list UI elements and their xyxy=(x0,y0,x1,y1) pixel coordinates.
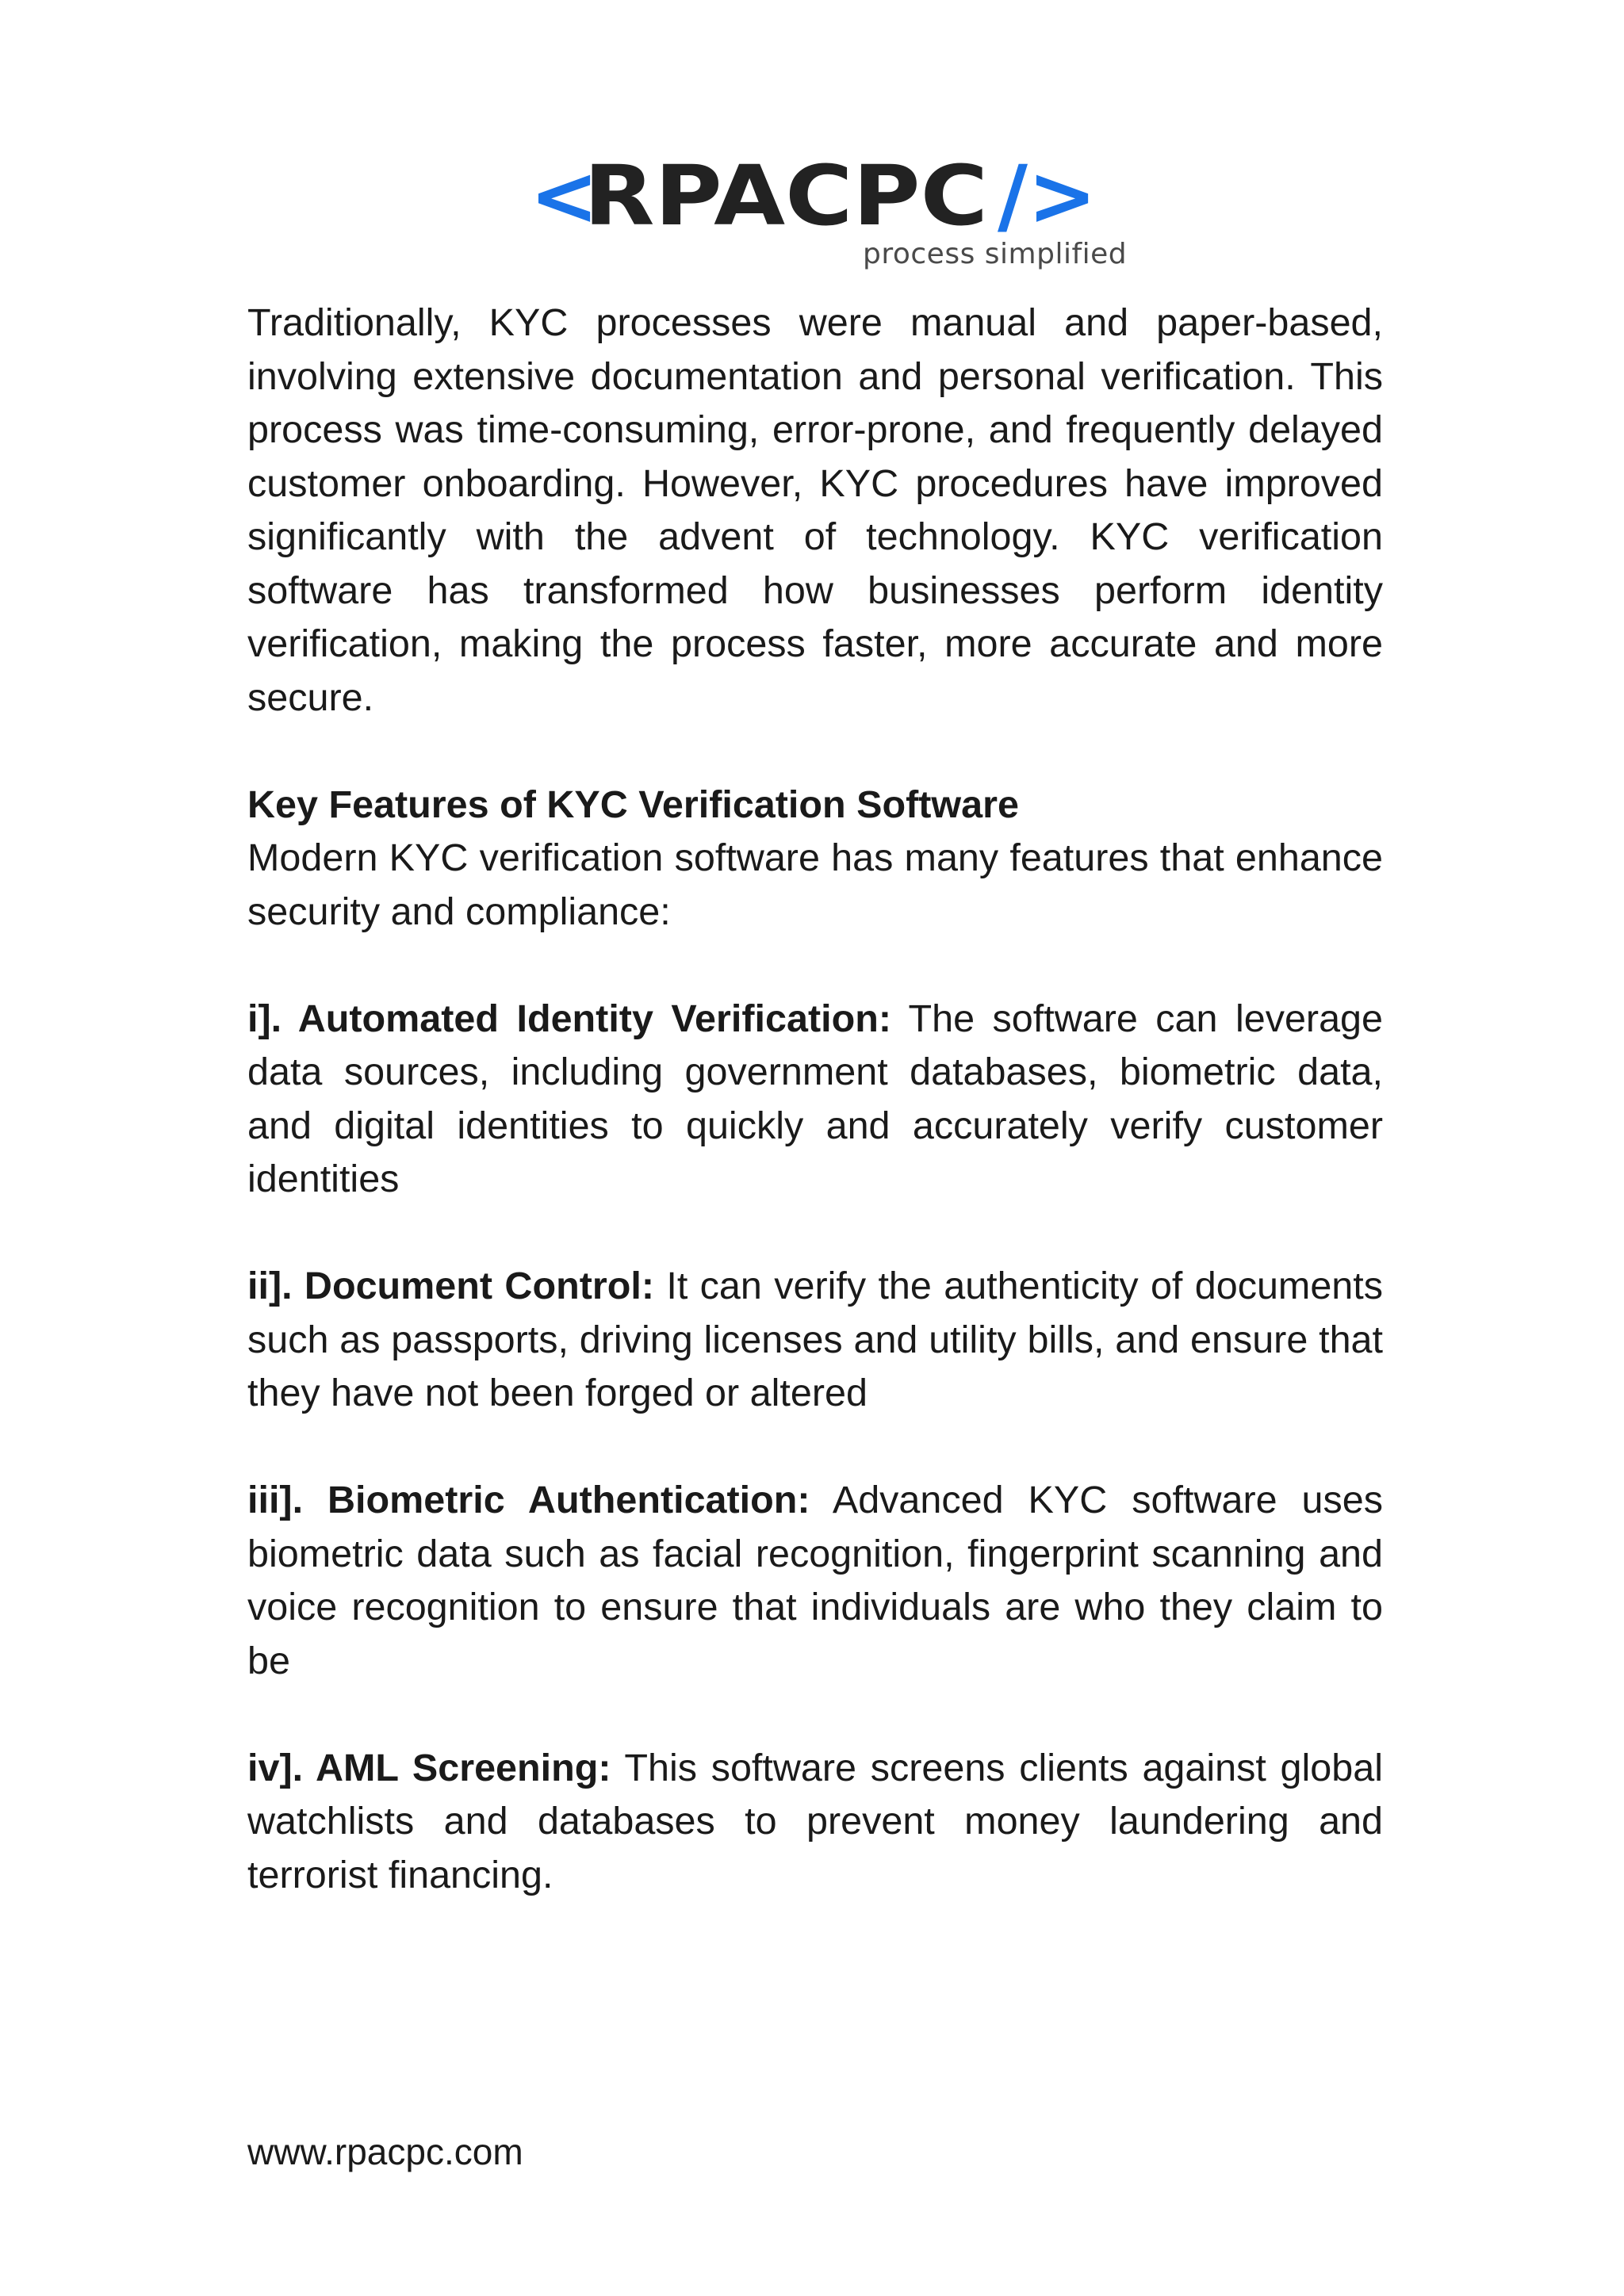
feature-text: It can verify the authenticity of documents such as passports, driving licenses and utility bills, and ensure that they have not been forged or altered xyxy=(247,1265,1383,1414)
feature-label: iv]. AML Screening: xyxy=(247,1746,611,1789)
logo-tagline: process simplified xyxy=(863,238,1128,270)
feature-item xyxy=(247,1260,1383,1421)
feature-label: ii]. Document Control: xyxy=(247,1265,654,1307)
feature-label: iii]. Biometric Authentication: xyxy=(247,1479,810,1521)
section-lead-paragraph: Modern KYC verification software has many features that enhance security and compliance: xyxy=(247,836,1383,933)
feature-text: Advanced KYC software uses biometric data such as facial recognition, fingerprint scanning and voice recognition to ensure that individuals are who they claim to be xyxy=(247,1479,1383,1682)
feature-label: i]. Automated Identity Verification: xyxy=(247,997,891,1040)
intro-paragraph: Traditionally, KYC processes were manual and paper-based, involving extensive documentation and personal verification. This process was time-consuming, error-prone, and frequently delayed customer onboarding. However, KYC procedures have improved significantly with the advent of technology. KYC verification software has transformed how businesses perform identity verification, making the process faster, more accurate and more secure. xyxy=(247,301,1383,719)
feature-text: This software screens clients against global watchlists and databases to prevent money laundering and terrorist financing. xyxy=(247,1746,1383,1896)
feature-item xyxy=(247,993,1383,1207)
footer-url[interactable]: www.rpacpc.com xyxy=(247,2131,523,2172)
document-body xyxy=(247,297,1383,1902)
section-heading: Key Features of KYC Verification Software xyxy=(247,783,1019,826)
feature-item xyxy=(247,1742,1383,1903)
feature-item xyxy=(247,1474,1383,1688)
logo-wordmark: RPACPC xyxy=(584,157,988,244)
feature-text: The software can leverage data sources, including government databases, biometric data, and digital identities to quickly and accurately verify customer identities xyxy=(247,997,1383,1200)
logo-close-bracket: /> xyxy=(998,157,1097,244)
logo-open-bracket: < xyxy=(530,157,599,244)
